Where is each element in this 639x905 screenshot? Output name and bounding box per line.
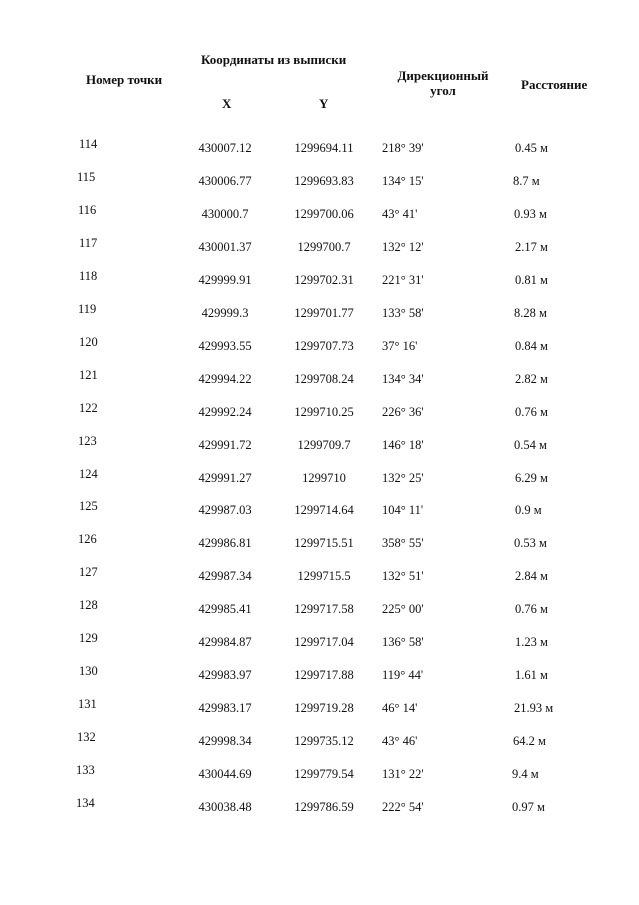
direction-angle-cell: 132° 12': [382, 239, 424, 254]
header-x: X: [222, 96, 232, 111]
x-coordinate-cell: 430001.37: [198, 239, 252, 254]
distance-cell: 2.17 м: [515, 239, 548, 254]
x-coordinate-cell: 429986.81: [198, 536, 252, 551]
y-coordinate-cell: 1299694.11: [294, 141, 354, 155]
x-coordinate-cell: 429991.72: [198, 437, 252, 452]
point-number-cell: 118: [79, 268, 98, 283]
direction-angle-cell: 134° 15': [382, 173, 424, 188]
direction-angle-cell: 131° 22': [382, 767, 424, 782]
point-number-cell: 126: [78, 532, 97, 547]
distance-cell: 2.84 м: [515, 569, 548, 584]
point-number-cell: 133: [76, 763, 95, 778]
y-coordinate-cell: 1299701.77: [294, 305, 354, 320]
table-row: [0, 433, 639, 458]
y-coordinate-cell: 1299709.7: [297, 437, 351, 452]
x-coordinate-cell: 429987.03: [198, 503, 252, 518]
x-coordinate-cell: 429991.27: [198, 470, 252, 485]
x-coordinate-cell: 429985.41: [198, 602, 252, 617]
x-coordinate-cell: 429984.87: [198, 635, 252, 650]
distance-cell: 0.76 м: [515, 602, 548, 617]
y-coordinate-cell: 1299715.51: [294, 536, 354, 551]
direction-angle-cell: 222° 54': [382, 800, 424, 814]
direction-angle-cell: 136° 58': [382, 635, 424, 650]
direction-angle-cell: 104° 11': [382, 503, 424, 518]
direction-angle-cell: 358° 55': [382, 536, 424, 551]
distance-cell: 64.2 м: [513, 734, 546, 749]
direction-angle-cell: 134° 34': [382, 371, 424, 386]
distance-cell: 8.28 м: [514, 305, 547, 320]
point-number-cell: 127: [79, 565, 98, 580]
direction-angle-cell: 218° 39': [382, 141, 424, 155]
direction-angle-cell: 46° 14': [382, 701, 418, 716]
x-coordinate-cell: 430006.77: [198, 173, 252, 188]
table-row: [0, 137, 639, 161]
point-number-cell: 134: [76, 796, 95, 810]
distance-cell: 0.81 м: [515, 272, 548, 287]
direction-angle-cell: 225° 00': [382, 602, 424, 617]
point-number-cell: 114: [79, 137, 98, 151]
x-coordinate-cell: 429992.24: [198, 404, 252, 419]
table-row: [0, 763, 639, 787]
y-coordinate-cell: 1299702.31: [294, 272, 354, 287]
distance-cell: 0.93 м: [514, 206, 547, 221]
x-coordinate-cell: 430000.7: [201, 206, 249, 221]
table-row: [0, 400, 639, 425]
direction-angle-cell: 37° 16': [382, 338, 418, 353]
y-coordinate-cell: 1299735.12: [294, 734, 354, 749]
table-row: [0, 169, 639, 194]
y-coordinate-cell: 1299700.06: [294, 206, 354, 221]
table-row: [0, 532, 639, 556]
table-row: [0, 202, 639, 227]
x-coordinate-cell: 429993.55: [198, 338, 252, 353]
y-coordinate-cell: 1299779.54: [294, 767, 354, 782]
direction-angle-cell: 132° 51': [382, 569, 424, 584]
point-number-cell: 124: [79, 466, 98, 481]
distance-cell: 0.54 м: [514, 437, 547, 452]
x-coordinate-cell: 429994.22: [198, 371, 252, 386]
y-coordinate-cell: 1299717.04: [294, 635, 354, 650]
table-row: [0, 598, 639, 622]
table-row: [0, 796, 639, 820]
point-number-cell: 128: [79, 598, 98, 613]
y-coordinate-cell: 1299708.24: [294, 371, 354, 386]
y-coordinate-cell: 1299710.25: [294, 404, 354, 419]
header-point-number: Номер точки: [86, 72, 163, 87]
point-number-cell: 130: [79, 664, 98, 679]
x-coordinate-cell: 429999.3: [201, 305, 249, 320]
point-number-cell: 125: [79, 499, 98, 514]
table-row: [0, 268, 639, 293]
table-row: [0, 367, 639, 392]
y-coordinate-cell: 1299717.58: [294, 602, 354, 617]
y-coordinate-cell: 1299700.7: [297, 239, 351, 254]
point-number-cell: 115: [77, 169, 96, 184]
y-coordinate-cell: 1299714.64: [294, 503, 354, 518]
point-number-cell: 116: [78, 202, 97, 217]
direction-angle-cell: 226° 36': [382, 404, 424, 419]
table-row: [0, 565, 639, 589]
point-number-cell: 120: [79, 334, 98, 349]
distance-cell: 8.7 м: [513, 173, 540, 188]
distance-cell: 21.93 м: [514, 701, 554, 716]
point-number-cell: 117: [79, 235, 98, 250]
distance-cell: 0.53 м: [514, 536, 547, 551]
header-y: Y: [319, 96, 329, 111]
point-number-cell: 129: [79, 631, 98, 646]
table-row: [0, 664, 639, 688]
distance-cell: 0.76 м: [515, 404, 548, 419]
y-coordinate-cell: 1299693.83: [294, 173, 354, 188]
y-coordinate-cell: 1299707.73: [294, 338, 354, 353]
distance-cell: 0.97 м: [512, 800, 545, 814]
direction-angle-cell: 132° 25': [382, 470, 424, 485]
point-number-cell: 132: [77, 730, 96, 745]
direction-angle-cell: 133° 58': [382, 305, 424, 320]
table-row: [0, 499, 639, 523]
y-coordinate-cell: 1299786.59: [294, 800, 354, 814]
x-coordinate-cell: 430007.12: [198, 141, 252, 155]
distance-cell: 2.82 м: [515, 371, 548, 386]
x-coordinate-cell: 429998.34: [198, 734, 252, 749]
point-number-cell: 131: [78, 697, 97, 712]
distance-cell: 0.84 м: [515, 338, 548, 353]
y-coordinate-cell: 1299710: [302, 470, 346, 485]
y-coordinate-cell: 1299719.28: [294, 701, 354, 716]
point-number-cell: 121: [79, 367, 98, 382]
table-row: [0, 334, 639, 359]
distance-cell: 1.23 м: [515, 635, 548, 650]
header-coordinates: Координаты из выписки: [201, 52, 347, 67]
x-coordinate-cell: 430044.69: [198, 767, 252, 782]
distance-cell: 9.4 м: [512, 767, 539, 782]
distance-cell: 6.29 м: [515, 470, 548, 485]
direction-angle-cell: 43° 41': [382, 206, 418, 221]
table-row: [0, 631, 639, 655]
direction-angle-cell: 221° 31': [382, 272, 424, 287]
distance-cell: 0.45 м: [515, 141, 548, 155]
table-row: [0, 730, 639, 754]
table-row: [0, 697, 639, 721]
x-coordinate-cell: 429983.17: [198, 701, 252, 716]
x-coordinate-cell: 430038.48: [198, 800, 252, 814]
direction-angle-cell: 119° 44': [382, 668, 424, 683]
x-coordinate-cell: 429999.91: [198, 272, 252, 287]
x-coordinate-cell: 429987.34: [198, 569, 252, 584]
y-coordinate-cell: 1299717.88: [294, 668, 354, 683]
header-distance: Расстояние: [521, 77, 588, 92]
point-number-cell: 122: [79, 400, 98, 415]
header-direction-angle: Дирекционный угол: [397, 68, 489, 98]
distance-cell: 1.61 м: [515, 668, 548, 683]
y-coordinate-cell: 1299715.5: [297, 569, 351, 584]
direction-angle-cell: 146° 18': [382, 437, 424, 452]
direction-angle-cell: 43° 46': [382, 734, 418, 749]
table-row: [0, 466, 639, 491]
point-number-cell: 123: [78, 433, 97, 448]
table-row: [0, 235, 639, 260]
table-row: [0, 301, 639, 326]
point-number-cell: 119: [78, 301, 97, 316]
x-coordinate-cell: 429983.97: [198, 668, 252, 683]
distance-cell: 0.9 м: [515, 503, 542, 518]
